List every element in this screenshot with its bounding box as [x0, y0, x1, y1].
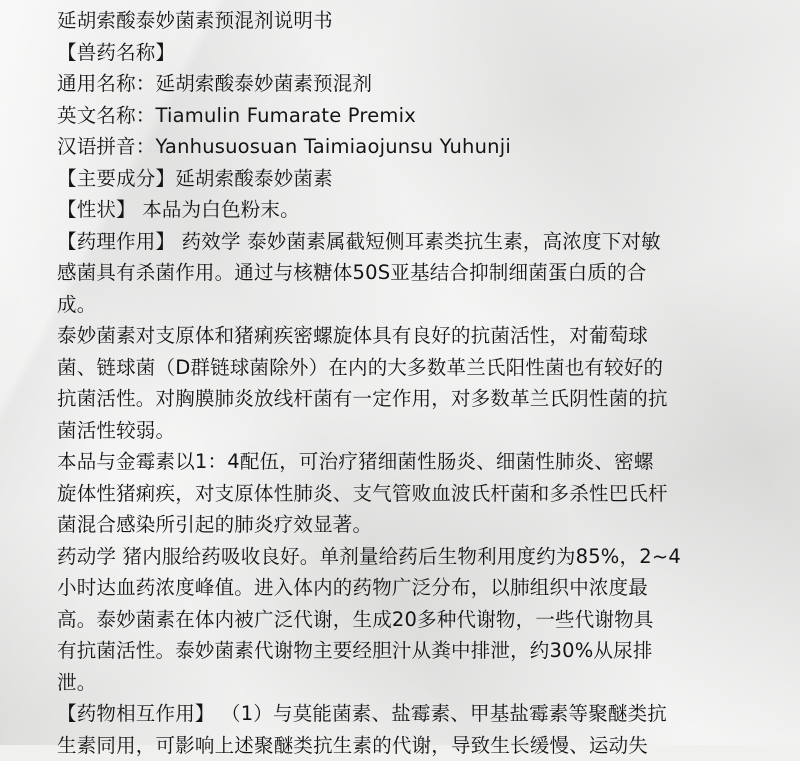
text-line: 【药理作用】 药效学 泰妙菌素属截短侧耳素类抗生素，高浓度下对敏 — [57, 226, 747, 258]
text-line: 延胡索酸泰妙菌素预混剂说明书 — [57, 5, 747, 37]
pinyin-name — [57, 131, 747, 163]
combination-therapy-paragraph — [57, 446, 747, 541]
drug-interactions-paragraph — [57, 698, 747, 761]
text-line: 菌、链球菌（D群链球菌除外）在内的大多数革兰氏阳性菌也有较好的 — [57, 352, 747, 384]
text-line: 泰妙菌素对支原体和猪痢疾密螺旋体具有良好的抗菌活性，对葡萄球 — [57, 320, 747, 352]
pharmacology-paragraph — [57, 226, 747, 321]
text-line: 成。 — [57, 289, 747, 321]
text-line: 本品与金霉素以1：4配伍，可治疗猪细菌性肠炎、细菌性肺炎、密螺 — [57, 446, 747, 478]
antibacterial-spectrum-paragraph — [57, 320, 747, 446]
main-ingredient — [57, 163, 747, 195]
text-line: 通用名称：延胡索酸泰妙菌素预混剂 — [57, 68, 747, 100]
document-title — [57, 5, 747, 37]
text-line: 【主要成分】延胡索酸泰妙菌素 — [57, 163, 747, 195]
text-line: 菌活性较弱。 — [57, 415, 747, 447]
text-line: 感菌具有杀菌作用。通过与核糖体50S亚基结合抑制细菌蛋白质的合 — [57, 257, 747, 289]
pharmacokinetics-paragraph — [57, 541, 747, 699]
text-line: 抗菌活性。对胸膜肺炎放线杆菌有一定作用，对多数革兰氏阴性菌的抗 — [57, 383, 747, 415]
text-line: 小时达血药浓度峰值。进入体内的药物广泛分布，以肺组织中浓度最 — [57, 572, 747, 604]
generic-name — [57, 68, 747, 100]
text-line: 泄。 — [57, 667, 747, 699]
text-line: 汉语拼音：Yanhusuosuan Taimiaojunsu Yuhunji — [57, 131, 747, 163]
section-vet-drug-name-heading — [57, 37, 747, 69]
text-line: 【兽药名称】 — [57, 37, 747, 69]
text-line: 药动学 猪内服给药吸收良好。单剂量给药后生物利用度约为85%，2~4 — [57, 541, 747, 573]
text-line: 菌混合感染所引起的肺炎疗效显著。 — [57, 509, 747, 541]
properties — [57, 194, 747, 226]
text-line: 旋体性猪痢疾，对支原体性肺炎、支气管败血波氏杆菌和多杀性巴氏杆 — [57, 478, 747, 510]
text-line: 有抗菌活性。泰妙菌素代谢物主要经胆汁从粪中排泄，约30%从尿排 — [57, 635, 747, 667]
text-line: 英文名称：Tiamulin Fumarate Premix — [57, 100, 747, 132]
text-line: 生素同用，可影响上述聚醚类抗生素的代谢，导致生长缓慢、运动失 — [57, 730, 747, 761]
text-line: 【性状】 本品为白色粉末。 — [57, 194, 747, 226]
english-name — [57, 100, 747, 132]
text-line: 高。泰妙菌素在体内被广泛代谢，生成20多种代谢物，一些代谢物具 — [57, 604, 747, 636]
document-body — [57, 0, 747, 761]
text-line: 【药物相互作用】 （1）与莫能菌素、盐霉素、甲基盐霉素等聚醚类抗 — [57, 698, 747, 730]
